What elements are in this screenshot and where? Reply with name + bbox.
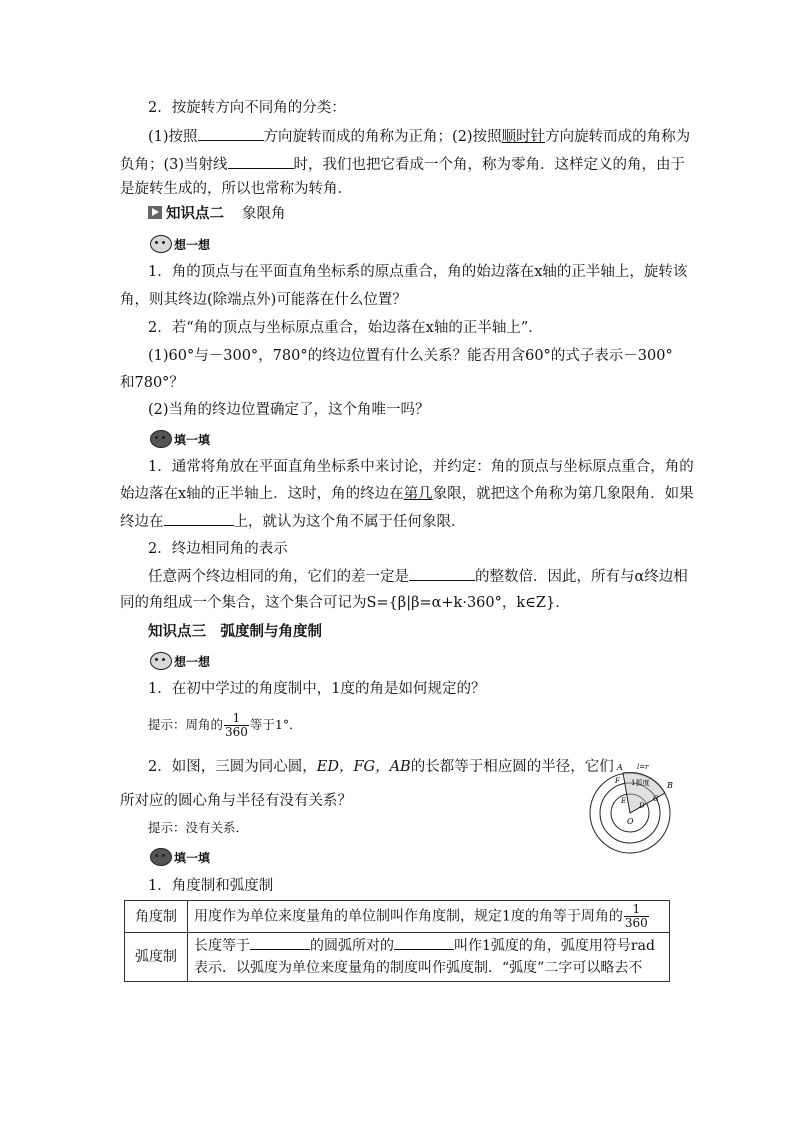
paragraph-line: [148, 566, 688, 587]
text-span: 时，我们也把它看成一个角，称为零角．这样定义的角，由于: [293, 157, 686, 173]
text-span: 的整数倍．因此，所有与α终边相: [475, 569, 688, 585]
fill-badge: [150, 430, 210, 450]
kp-label: 知识点二: [166, 205, 224, 222]
degree-radian-table: [124, 900, 670, 982]
label-F: F: [615, 777, 620, 785]
blank-line: [409, 566, 475, 581]
text-span: 提示：周角的: [148, 717, 224, 732]
text-span: 任意两个终边相同的角，它们的差一定是: [148, 569, 409, 585]
knowledge-point-heading: 知识点三 弧度制与角度制: [148, 623, 322, 640]
table-cell: 弧度制: [125, 933, 188, 982]
paragraph-line: [120, 154, 685, 175]
paragraph-line: 1．角度制和弧度制: [148, 878, 274, 894]
text-span: 负角；(3)当射线: [120, 157, 228, 173]
face-icon: [150, 235, 172, 253]
concentric-circles-figure: [585, 758, 685, 858]
label-rad: 1弧度: [631, 779, 650, 787]
text-span: 上，就认为这个角不属于任何象限．: [233, 514, 466, 530]
table-cell: [188, 933, 670, 982]
paragraph-line: 1．角的顶点与在平面直角坐标系的原点重合，角的始边落在x轴的正半轴上，旋转该: [148, 264, 688, 280]
cell-line: 表示．以弧度为单位来度量角的制度叫作弧度制．“弧度”二字可以略去不: [194, 960, 643, 976]
fraction-numerator: 1: [224, 712, 249, 726]
play-icon: [148, 206, 162, 219]
label-lr: l=r: [637, 763, 649, 771]
label-A: A: [617, 763, 623, 772]
fraction-denominator: 360: [225, 725, 248, 739]
fraction: [624, 903, 649, 930]
paragraph-line: 2．终边相同角的表示: [148, 541, 288, 557]
paragraph-line: 和780°？: [120, 375, 184, 391]
hint-line: [148, 710, 302, 740]
fraction-denominator: 360: [624, 916, 648, 930]
face-icon: [150, 848, 172, 866]
paragraph-line: 所对应的圆心角与半径有没有关系？: [120, 793, 352, 809]
paragraph-line: 角，则其终边(除端点外)可能落在什么位置？: [120, 292, 407, 308]
fraction: [224, 712, 249, 739]
badge-label: 填一填: [174, 433, 211, 447]
badge-label: 填一填: [174, 851, 211, 865]
blank-line: [228, 154, 294, 169]
text-span: 方向旋转而成的角称为: [545, 129, 691, 145]
blank-line: [164, 511, 234, 526]
think-badge: [150, 652, 210, 672]
paragraph-line: [148, 757, 614, 777]
blank-line: [250, 935, 310, 950]
paragraph-line: (2)当角的终边位置确定了，这个角唯一吗？: [148, 402, 430, 418]
table-cell: [188, 901, 670, 933]
paragraph-line: 是旋转生成的，所以也常称为转角．: [120, 181, 352, 197]
answer-text: 顺时针: [501, 129, 546, 145]
text-span: 长度等于: [194, 938, 250, 954]
knowledge-point-heading: [148, 202, 286, 223]
paragraph-line: [148, 126, 690, 147]
fraction-numerator: 1: [624, 903, 649, 917]
arc-names: ED，FG，AB: [316, 759, 411, 775]
section-heading: 2．按旋转方向不同角的分类：: [148, 100, 346, 116]
text-span: 方向旋转而成的角称为正角；(2)按照: [263, 129, 502, 145]
answer-text: 第几: [403, 486, 433, 502]
text-span: 2．如图，三圆为同心圆，: [148, 759, 317, 775]
text-span: (1)按照: [148, 129, 198, 145]
badge-label: 想一想: [174, 655, 211, 669]
paragraph-line: 同的角组成一个集合，这个集合可记为S={β|β=α+k·360°，k∈Z}．: [120, 595, 570, 611]
cell-line: [194, 935, 663, 957]
hint-line: 提示：没有关系．: [148, 820, 249, 835]
label-E: E: [621, 797, 627, 805]
text-span: 等于1°．: [249, 717, 302, 732]
text-span: 象限，就把这个角称为第几象限角．如果: [432, 486, 694, 502]
paragraph-line: 1．在初中学过的角度制中，1度的角是如何规定的？: [148, 681, 486, 697]
badge-label: 想一想: [174, 238, 211, 252]
label-O: O: [627, 817, 634, 826]
text-span: 叫作1弧度的角，弧度用符号rad: [454, 938, 655, 954]
table-row: [125, 901, 670, 933]
face-icon: [150, 430, 172, 448]
label-D: D: [639, 802, 645, 810]
think-badge: [150, 235, 210, 255]
text-span: 用度作为单位来度量角的单位制叫作角度制，规定1度的角等于周角的: [194, 908, 623, 925]
paragraph-line: [120, 484, 694, 504]
table-row: [125, 933, 670, 982]
text-span: 终边在: [120, 514, 164, 530]
label-G: G: [653, 795, 659, 803]
table-cell: 角度制: [125, 901, 188, 933]
paragraph-line: 1．通常将角放在平面直角坐标系中来讨论，并约定：角的顶点与坐标原点重合，角的: [148, 459, 694, 475]
paragraph-line: [120, 511, 466, 532]
label-B: B: [667, 781, 673, 790]
text-span: 始边落在x轴的正半轴上．这时，角的终边在: [120, 486, 404, 502]
paragraph-line: 2．若“角的顶点与坐标原点重合，始边落在x轴的正半轴上”．: [148, 320, 543, 336]
blank-line: [394, 935, 454, 950]
text-span: 的长都等于相应圆的半径，它们: [410, 759, 614, 775]
face-icon: [150, 652, 172, 670]
kp-title: 象限角: [242, 206, 286, 222]
paragraph-line: (1)60°与－300°，780°的终边位置有什么关系？能否用含60°的式子表示－300°: [148, 348, 673, 364]
text-span: 的圆弧所对的: [310, 938, 394, 954]
blank-line: [198, 126, 264, 141]
fill-badge: [150, 848, 210, 868]
